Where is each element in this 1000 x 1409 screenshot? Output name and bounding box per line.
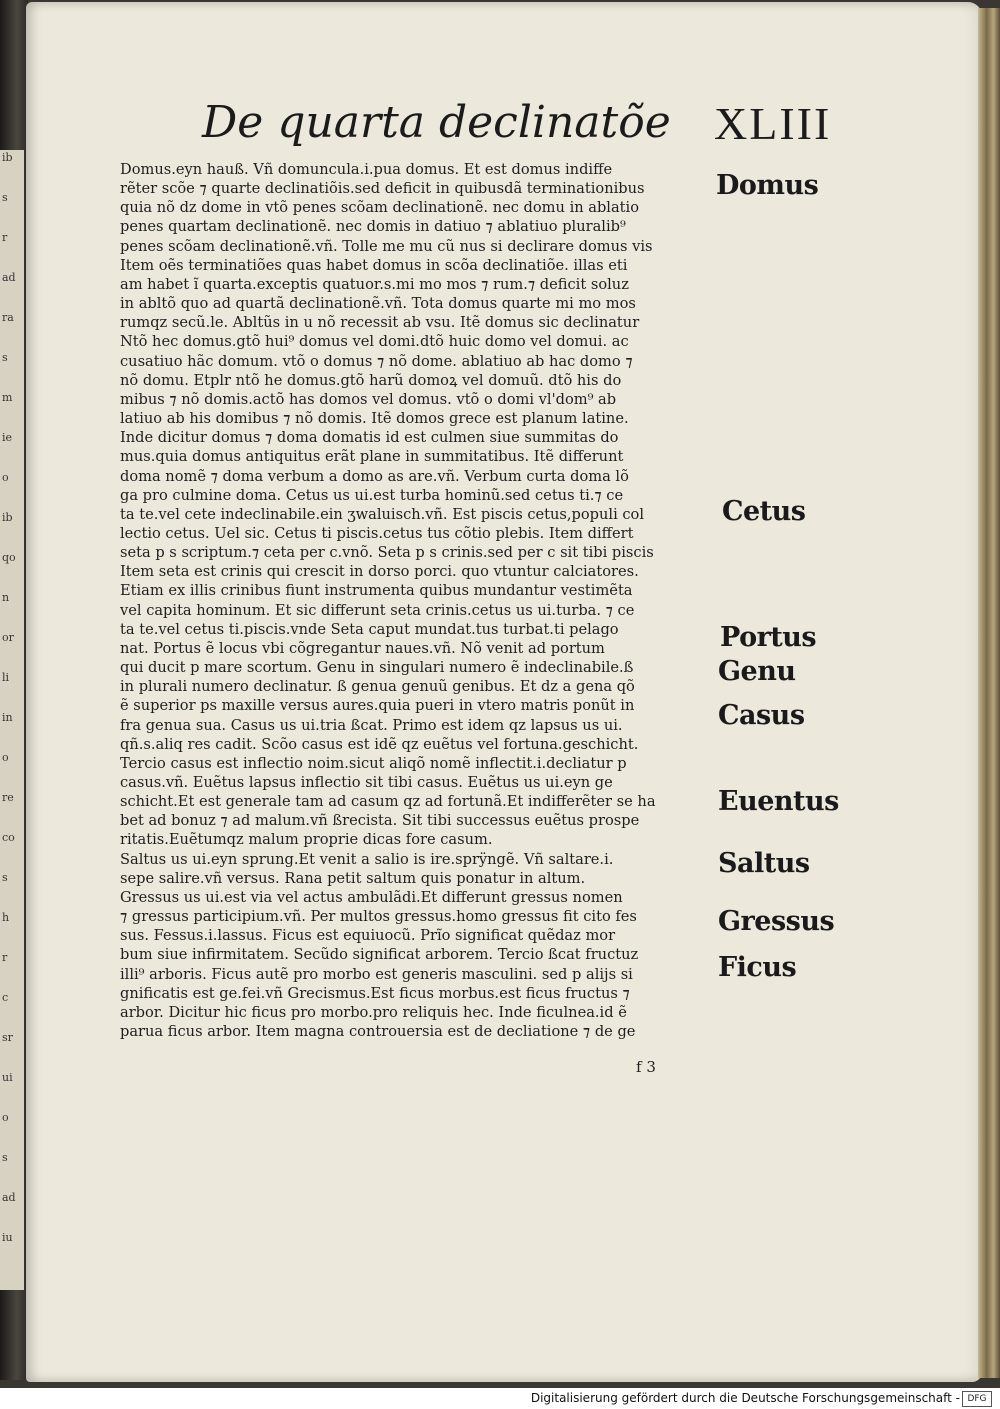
text-line: arbor. Dicitur hic ficus pro morbo.pro reliquis hec. Inde ficulnea.id ẽ <box>120 1003 627 1021</box>
text-line: penes quartam declinationẽ. nec domis in datiuo ⁊ ablatiuo pluralib⁹ <box>120 218 626 236</box>
left-page-fragment: or <box>2 631 14 644</box>
text-line: nat. Portus ẽ locus vbi cõgregantur naues.vñ. Nõ venit ad portum <box>120 639 605 657</box>
text-line: Ntõ hec domus.gtõ hui⁹ domus vel domi.dtõ huic domo vel domui. ac <box>120 333 629 351</box>
left-page-fragment: li <box>2 671 10 684</box>
footer-credit: Digitalisierung gefördert durch die Deutsche Forschungsgemeinschaft - <box>530 1391 960 1405</box>
marginal-note-gressus: Gressus <box>718 906 835 937</box>
marginal-note-casus: Casus <box>718 700 805 731</box>
text-line: Inde dicitur domus ⁊ doma domatis id est culmen siue summitas do <box>120 429 619 447</box>
marginal-note-cetus: Cetus <box>722 496 806 527</box>
left-page-fragment: ad <box>2 271 16 284</box>
text-line: Item seta est crinis qui crescit in dorso porci. quo vtuntur calciatores. <box>120 563 639 581</box>
folio-number: XLIII <box>714 98 832 149</box>
text-line: rumqz secũ.le. Abltũs in u nõ recessit ab vsu. Itẽ domus sic declinatur <box>120 314 640 332</box>
text-line: Domus.eyn hauß. Vñ domuncula.i.pua domus. Et est domus indiffe <box>120 161 613 178</box>
left-page-fragment: s <box>2 191 8 204</box>
left-page-fragment: r <box>2 231 8 244</box>
text-line: qñ.s.aliq res cadit. Scõo casus est idẽ qz euẽtus vel fortuna.geschicht. <box>120 735 639 753</box>
text-line: ⁊ gressus participium.vñ. Per multos gressus.homo gressus fit cito fes <box>120 908 637 926</box>
text-line: qui ducit p mare scortum. Genu in singulari numero ẽ indeclinabile.ß <box>120 659 634 677</box>
text-line: bet ad bonuz ⁊ ad malum.vñ ßrecista. Sit tibi successus euẽtus prospe <box>120 812 640 830</box>
left-page-fragment: s <box>2 1151 8 1164</box>
text-line: lectio cetus. Uel sic. Cetus ti piscis.cetus tus cõtio plebis. Item differt <box>120 524 634 542</box>
left-page-fragment: o <box>2 1111 9 1124</box>
text-line: nõ domu. Etplr ntõ he domus.gtõ harũ domoꝝ vel domuũ. dtõ his do <box>120 371 622 389</box>
text-line: rẽter scõe ⁊ quarte declinatiõis.sed deficit in quibusdã terminationibus <box>120 180 645 198</box>
left-page-fragment: c <box>2 991 9 1004</box>
left-page-fragment: ib <box>2 511 13 524</box>
text-line: Tercio casus est inflectio noim.sicut aliqõ nomẽ inflectit.i.decliatur p <box>120 754 627 772</box>
marginal-note-genu: Genu <box>718 656 796 687</box>
marginal-note-portus: Portus <box>720 622 817 653</box>
page-edge-right <box>978 8 1000 1378</box>
text-line: gnificatis est ge.fei.vñ Grecismus.Est ficus morbus.est ficus fructus ⁊ <box>120 984 630 1002</box>
text-line: doma nomẽ ⁊ doma verbum a domo as are.vñ. Verbum curta doma lõ <box>120 467 629 485</box>
text-line: illi⁹ arboris. Ficus autẽ pro morbo est generis masculini. sed p alijs si <box>120 965 633 983</box>
text-line: ga pro culmine doma. Cetus us ui.est turba hominũ.sed cetus ti.⁊ ce <box>120 486 624 504</box>
left-page-fragment: re <box>2 791 14 804</box>
left-page-edge <box>0 150 24 1290</box>
text-line: sepe salire.vñ versus. Rana petit saltum quis ponatur in altum. <box>120 869 586 887</box>
text-line: Etiam ex illis crinibus fiunt instrumenta quibus mundantur vestimẽta <box>120 582 633 600</box>
marginal-note-saltus: Saltus <box>718 848 810 879</box>
left-page-fragment: m <box>2 391 13 404</box>
text-line: am habet ĩ quarta.exceptis quatuor.s.mi mo mos ⁊ rum.⁊ deficit soluz <box>120 275 629 293</box>
left-page-fragment: co <box>2 831 15 844</box>
left-page-fragment: ra <box>2 311 14 324</box>
text-line: penes scõam declinationẽ.vñ. Tolle me mu cũ nus si declirare domus vis <box>120 237 653 255</box>
text-line: Gressus us ui.est via vel actus ambulãdi.Et differunt gressus nomen <box>120 888 623 906</box>
text-line: mibus ⁊ nõ domis.actõ has domos vel domus. vtõ o domi vl'dom⁹ ab <box>120 390 617 408</box>
text-line: ta te.vel cete indeclinabile.ein ʒwaluisch.vñ. Est piscis cetus,populi col <box>120 505 644 523</box>
left-page-fragment: o <box>2 751 9 764</box>
text-line: in plurali numero declinatur. ß genua genuũ genibus. Et dz a gena qõ <box>120 678 635 696</box>
text-line: cusatiuo hãc domum. vtõ o domus ⁊ nõ dome. ablatiuo ab hac domo ⁊ <box>120 352 633 370</box>
text-line: ta te.vel cetus ti.piscis.vnde Seta caput mundat.tus turbat.ti pelago <box>120 620 619 638</box>
left-page-fragment: ib <box>2 151 13 164</box>
text-line: bum siue infirmitatem. Secũdo significat arborem. Tercio ßcat fructuz <box>120 946 639 964</box>
left-page-fragment: ie <box>2 431 13 444</box>
text-line: fra genua sua. Casus us ui.tria ßcat. Primo est idem qz lapsus us ui. <box>120 716 623 734</box>
marginal-note-euentus: Euentus <box>718 786 839 817</box>
left-page-fragment: s <box>2 871 8 884</box>
left-page-fragment: h <box>2 911 10 924</box>
text-line: Item oẽs terminatiões quas habet domus in scõa declinatiõe. illas eti <box>120 256 628 274</box>
left-page-fragment: ui <box>2 1071 13 1084</box>
running-header: De quarta declinatõe <box>202 97 671 148</box>
left-page-fragment: iu <box>2 1231 13 1244</box>
text-line: seta p s scriptum.⁊ ceta per c.vnõ. Seta p s crinis.sed per c sit tibi piscis <box>120 544 654 562</box>
text-line: vel capita hominum. Et sic differunt seta crinis.cetus us ui.turba. ⁊ ce <box>120 601 635 619</box>
left-page-fragment: r <box>2 951 8 964</box>
left-page-fragment: n <box>2 591 10 604</box>
text-line: schicht.Et est generale tam ad casum qz ad fortunã.Et indifferẽter se ha <box>120 793 656 811</box>
text-line: parua ficus arbor. Item magna controuersia est de decliatione ⁊ de ge <box>120 1023 636 1041</box>
text-line: ritatis.Euẽtumqz malum proprie dicas fore casum. <box>120 831 493 849</box>
dfg-logo: DFG <box>962 1391 992 1407</box>
left-page-fragment: in <box>2 711 13 724</box>
left-page-fragment: ad <box>2 1191 16 1204</box>
left-page-fragment: sr <box>2 1031 13 1044</box>
left-page-fragment: qo <box>2 551 16 564</box>
text-line: ẽ superior ps maxille versus aures.quia pueri in vtero matris ponũt in <box>120 697 635 715</box>
text-line: quia nõ dz dome in vtõ penes scõam declinationẽ. nec domu in ablatio <box>120 199 639 217</box>
text-line: Saltus us ui.eyn sprung.Et venit a salio is ire.sprÿngẽ. Vñ saltare.i. <box>120 850 614 868</box>
left-page-fragment: s <box>2 351 8 364</box>
text-line: mus.quia domus antiquitus erãt plane in summitatibus. Itẽ differunt <box>120 448 624 466</box>
text-line: sus. Fessus.i.lassus. Ficus est equiuocũ. Prĩo significat quẽdaz mor <box>120 927 616 945</box>
text-line: in abltõ quo ad quartã declinationẽ.vñ. Tota domus quarte mi mo mos <box>120 295 636 313</box>
marginal-note-domus: Domus <box>716 170 819 201</box>
text-line: latiuo ab his domibus ⁊ nõ domis. Itẽ domos grece est planum latine. <box>120 410 629 428</box>
signature-mark: f 3 <box>636 1058 656 1076</box>
left-page-fragment: o <box>2 471 9 484</box>
marginal-note-ficus: Ficus <box>718 952 797 983</box>
text-line: casus.vñ. Euẽtus lapsus inflectio sit tibi casus. Euẽtus us ui.eyn ge <box>120 774 613 791</box>
main-text-block <box>120 160 716 1041</box>
